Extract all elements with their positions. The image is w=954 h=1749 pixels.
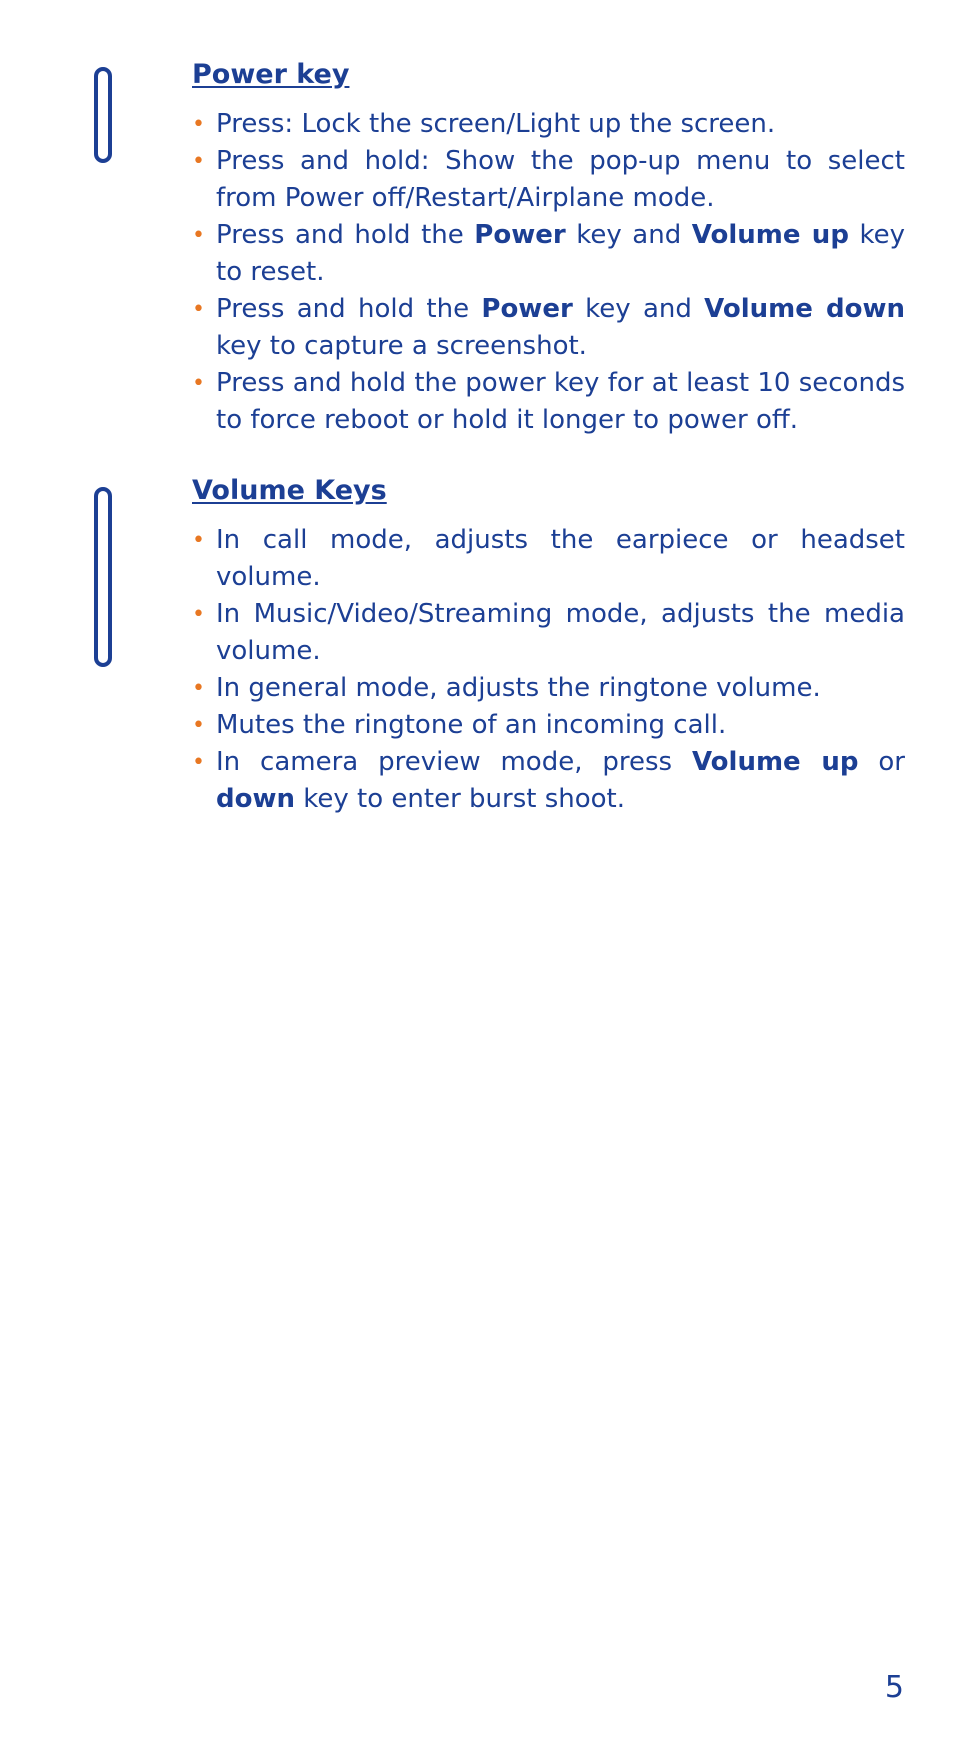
list-item: • In camera preview mode, press Volume up or down key to enter burst shoot.	[192, 744, 905, 818]
power-key-icon	[94, 67, 112, 163]
power-key-heading: Power key	[192, 59, 350, 90]
list-item: • In general mode, adjusts the ringtone volume.	[192, 670, 905, 707]
volume-keys-section	[192, 472, 905, 818]
volume-keys-heading: Volume Keys	[192, 475, 387, 506]
list-item: • In call mode, adjusts the earpiece or headset volume.	[192, 522, 905, 596]
power-key-list	[192, 106, 905, 439]
list-item: • Press and hold the Power key and Volume down key to capture a screenshot.	[192, 291, 905, 365]
bullet-icon: •	[192, 676, 205, 701]
volume-keys-list	[192, 522, 905, 818]
page-number: 5	[884, 1670, 904, 1705]
power-key-section	[192, 56, 905, 439]
bullet-icon: •	[192, 713, 205, 738]
list-item: • Press and hold: Show the pop-up menu to select from Power off/Restart/Airplane mode.	[192, 143, 905, 217]
bullet-icon: •	[192, 297, 205, 322]
bullet-icon: •	[192, 750, 205, 775]
bullet-icon: •	[192, 602, 205, 627]
list-item: • Mutes the ringtone of an incoming call.	[192, 707, 905, 744]
list-item: • Press and hold the Power key and Volume up key to reset.	[192, 217, 905, 291]
list-item: • Press and hold the power key for at least 10 seconds to force reboot or hold it longer to power off.	[192, 365, 905, 439]
bullet-icon: •	[192, 223, 205, 248]
bullet-icon: •	[192, 149, 205, 174]
volume-keys-icon	[94, 487, 112, 667]
list-item: • In Music/Video/Streaming mode, adjusts the media volume.	[192, 596, 905, 670]
bullet-icon: •	[192, 371, 205, 396]
bullet-icon: •	[192, 112, 205, 137]
bullet-icon: •	[192, 528, 205, 553]
list-item: • Press: Lock the screen/Light up the screen.	[192, 106, 905, 143]
